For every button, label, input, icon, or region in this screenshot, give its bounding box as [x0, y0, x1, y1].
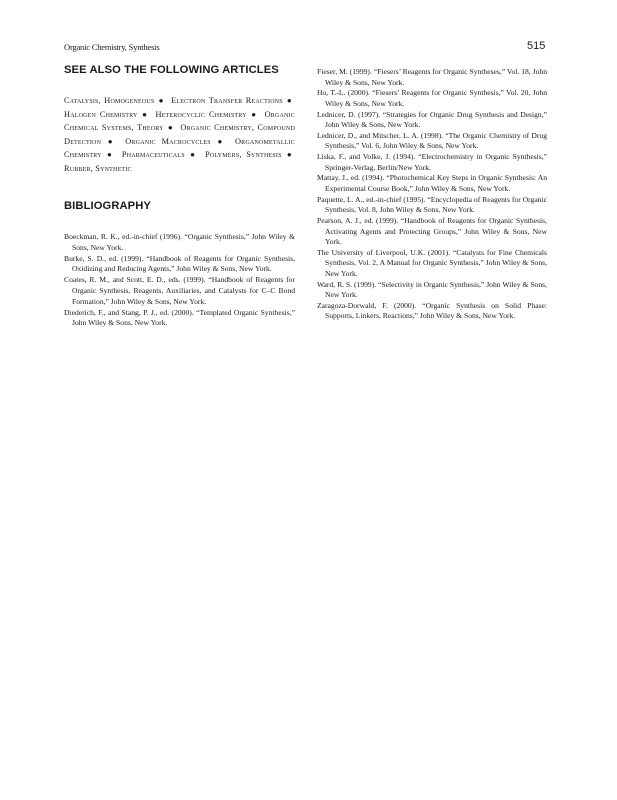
reference-entry: Diederich, F., and Stang, P. J., ed. (2000). “Templated Organic Synthesis,” John Wiley & Sons, New York.	[64, 307, 295, 328]
see-also-item[interactable]: Electron Transfer Reactions	[171, 96, 283, 105]
reference-entry: Fieser, M. (1999). “Fiesers’ Reagents for Organic Syntheses,” Vol. 18, John Wiley & Sons, New York.	[317, 67, 547, 87]
reference-entry: Ward, R. S. (1999). “Selectivity in Organic Synthesis,” John Wiley & Sons, New York.	[317, 279, 547, 300]
reference-entry: Ho, T.-L. (2000). “Fiesers’ Reagents for Organic Synthesis,” Vol. 20, John Wiley & Sons, New York.	[317, 88, 547, 108]
reference-entry: Paquette, L. A., ed.-in-chief (1995). “Encyclopedia of Reagents for Organic Synthesis, Vol. 8, John Wiley & Sons, New York.	[317, 194, 547, 215]
reference-entry: Lednicer, D., and Mitscher, L. A. (1998). “The Organic Chemistry of Drug Synthesis,” Vol. 6, John Wiley & Sons, New York.	[317, 130, 547, 151]
see-also-item[interactable]: Catalysis, Homogeneous	[64, 96, 155, 105]
see-also-item[interactable]: Organic Chemical Systems, Theory	[64, 109, 295, 132]
bullet-separator: ●	[285, 96, 292, 105]
reference-entry: Zaragoza-Dorwald, F. (2000). “Organic Synthesis on Solid Phase: Supports, Linkers, Reactions,” John Wiley & Sons, New York.	[317, 300, 547, 321]
bibliography-heading: BIBLIOGRAPHY	[64, 200, 151, 212]
see-also-item[interactable]: Organometallic Chemistry	[64, 136, 295, 159]
see-also-item[interactable]: Halogen Chemistry	[64, 109, 138, 119]
bullet-separator: ●	[187, 150, 198, 159]
reference-entry: Pearson, A. J., ed. (1999). “Handbook of Reagents for Organic Synthesis, Activating Agents and Protecting Groups,” John Wiley & Sons, New York.	[317, 216, 547, 247]
bullet-separator: ●	[140, 109, 149, 119]
right-column	[317, 67, 547, 322]
see-also-item[interactable]: Polymers, Synthesis	[205, 150, 282, 159]
bullet-separator: ●	[284, 150, 292, 159]
left-column	[64, 64, 295, 329]
see-also-item[interactable]: Pharmaceuticals	[121, 150, 185, 159]
reference-entry: Liska, F., and Volke, J. (1994). “Electrochemistry in Organic Synthesis,” Springer-Verlag, Berlin/New York.	[317, 152, 547, 172]
reference-entry: Lednicer, D. (1997). “Strategies for Organic Drug Synthesis and Design,” John Wiley & Sons, New York.	[317, 109, 547, 130]
reference-entry: The University of Liverpool, U.K. (2001). “Catalysts for Fine Chemicals Synthesis, Vol. 2, A Manual for Organic Synthesis,” John Wiley & Sons, New York.	[317, 247, 547, 278]
page-number: 515	[527, 40, 546, 52]
see-also-item[interactable]: Organic Chemistry, Compound Detection	[64, 123, 295, 146]
see-also-item[interactable]: Organic Macrocycles	[125, 136, 211, 146]
reference-entry: Boeckman, R. K., ed.-in-chief (1996). “Organic Synthesis,” John Wiley & Sons, New York.	[64, 232, 295, 252]
see-also-item[interactable]: Rubber, Synthetic	[64, 163, 132, 173]
see-also-list	[64, 94, 295, 175]
reference-entry: Coates, R. M., and Scott, E. D., eds. (1999). “Handbook of Reagents for Organic Synthesis, Reagents, Auxiliaries, and Catalysts for C–C Bond Formation,” John Wiley & Sons, New York.	[64, 275, 295, 306]
reference-entry: Burke, S. D., ed. (1999). “Handbook of Reagents for Organic Synthesis, Oxidizing and Reducing Agents,” John Wiley & Sons, New York.	[64, 253, 295, 274]
bullet-separator: ●	[213, 136, 227, 146]
bullet-separator: ●	[249, 109, 258, 119]
reference-entry: Mattay, J., ed. (1994). “Photochemical Key Steps in Organic Synthesis: An Experimental Course Book,” John Wiley & Sons, New York.	[317, 173, 547, 193]
see-also-item[interactable]: Heterocyclic Chemistry	[155, 109, 247, 119]
bullet-separator: ●	[104, 136, 117, 146]
running-head: Organic Chemistry, Synthesis	[64, 42, 160, 52]
bibliography-left-list	[64, 232, 295, 329]
bullet-separator: ●	[157, 96, 165, 105]
bibliography-right-list	[317, 67, 547, 322]
see-also-heading: SEE ALSO THE FOLLOWING ARTICLES	[64, 64, 279, 76]
bullet-separator: ●	[104, 150, 115, 159]
bullet-separator: ●	[166, 123, 174, 132]
